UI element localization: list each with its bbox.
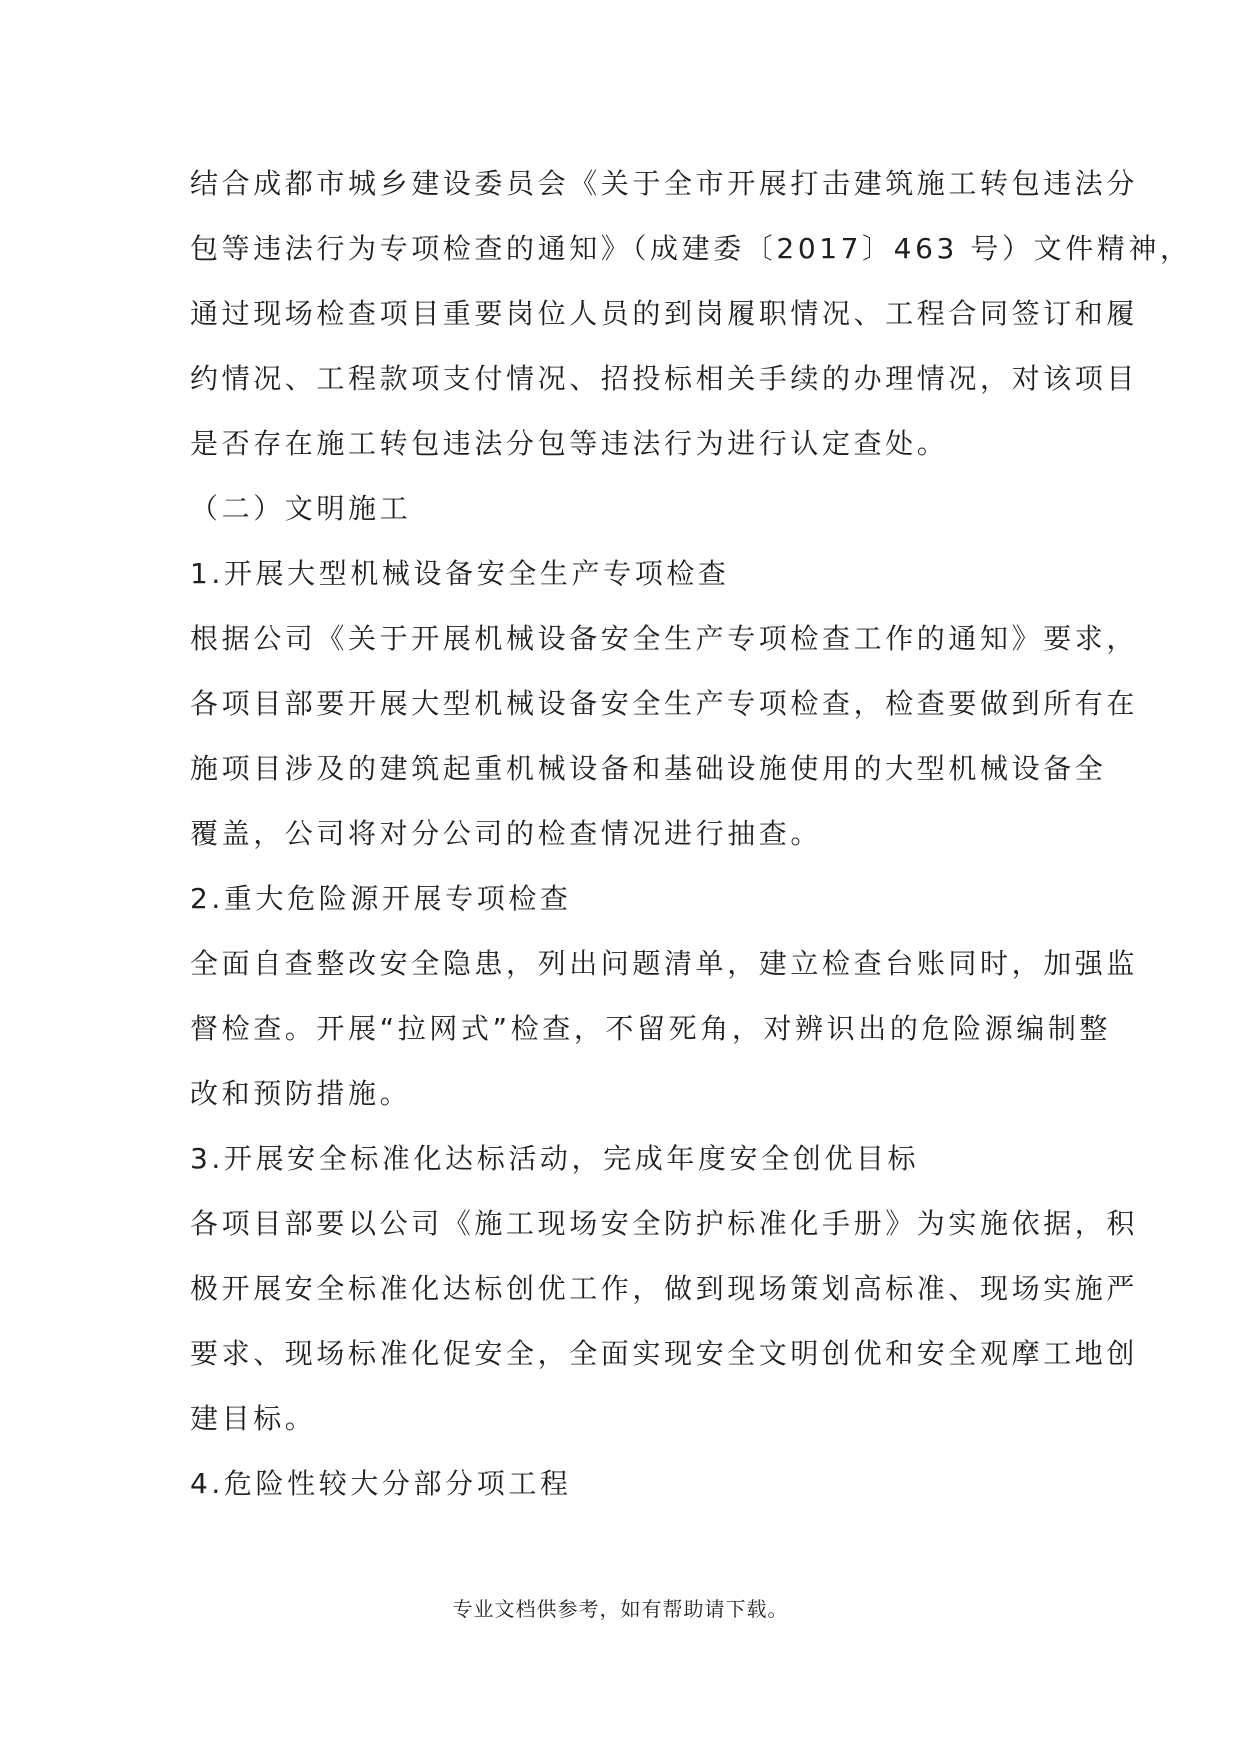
- page-footer: 专业文档供参考，如有帮助请下载。: [452, 1597, 789, 1621]
- subsection-heading: 3.开展安全标准化达标活动，完成年度安全创优目标: [190, 1142, 920, 1175]
- body-text-line: 根据公司《关于开展机械设备安全生产专项检查工作的通知》要求，: [190, 622, 1139, 655]
- body-text-line: 通过现场检查项目重要岗位人员的到岗履职情况、工程合同签订和履: [190, 297, 1139, 330]
- section-heading: （二）文明施工: [190, 492, 412, 525]
- subsection-heading: 4.危险性较大分部分项工程: [190, 1467, 572, 1500]
- body-text-line: 包等违法行为专项检查的通知》（成建委〔2017〕463 号）文件精神，: [190, 232, 1192, 265]
- body-text-line: 施项目涉及的建筑起重机械设备和基础设施使用的大型机械设备全: [190, 752, 1107, 785]
- subsection-heading: 2.重大危险源开展专项检查: [190, 882, 572, 915]
- body-text-line: 要求、现场标准化促安全，全面实现安全文明创优和安全观摩工地创: [190, 1337, 1139, 1370]
- body-text-line: 结合成都市城乡建设委员会《关于全市开展打击建筑施工转包违法分: [190, 167, 1139, 200]
- subsection-heading: 1.开展大型机械设备安全生产专项检查: [190, 557, 730, 590]
- body-text-line: 建目标。: [190, 1402, 317, 1435]
- body-text-line: 覆盖，公司将对分公司的检查情况进行抽查。: [190, 817, 823, 850]
- body-text-line: 改和预防措施。: [190, 1077, 412, 1110]
- body-text-line: 各项目部要以公司《施工现场安全防护标准化手册》为实施依据，积: [190, 1207, 1139, 1240]
- body-text-line: 各项目部要开展大型机械设备安全生产专项检查，检查要做到所有在: [190, 687, 1139, 720]
- body-text-line: 是否存在施工转包违法分包等违法行为进行认定查处。: [190, 427, 949, 460]
- body-text-line: 极开展安全标准化达标创优工作，做到现场策划高标准、现场实施严: [190, 1272, 1139, 1305]
- body-text-line: 约情况、工程款项支付情况、招投标相关手续的办理情况，对该项目: [190, 362, 1139, 395]
- body-text-line: 全面自查整改安全隐患，列出问题清单，建立检查台账同时，加强监: [190, 947, 1139, 980]
- body-text-line: 督检查。开展“拉网式”检查，不留死角，对辨识出的危险源编制整: [190, 1012, 1112, 1045]
